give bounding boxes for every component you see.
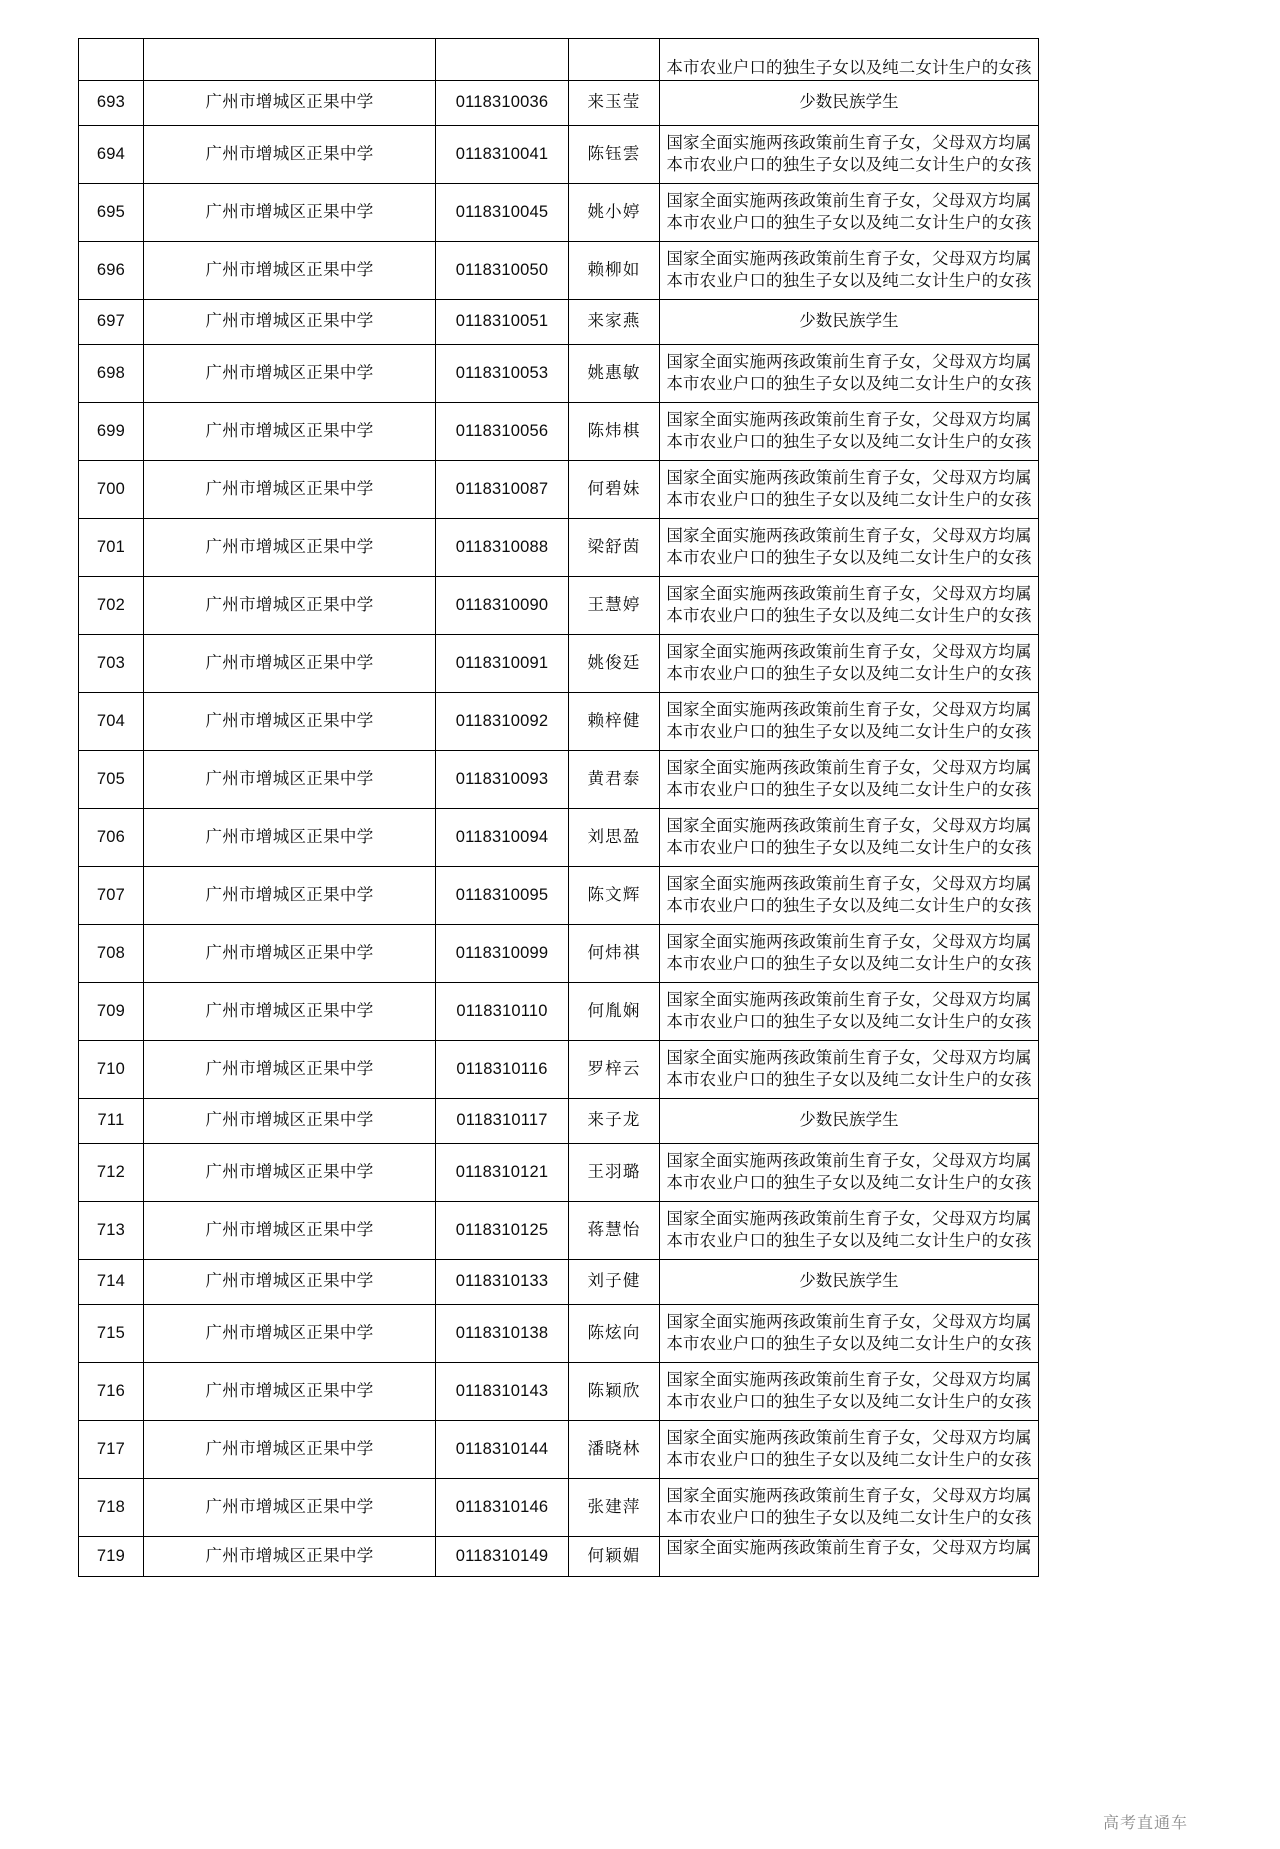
- table-row: [79, 983, 1039, 1041]
- cell-school-name: 广州市增城区正果中学: [144, 1305, 436, 1363]
- cell-eligibility-reason: [660, 1041, 1039, 1099]
- cell-sequence-number: 694: [79, 126, 144, 184]
- reason-text-line2: 本市农业户口的独生子女以及纯二女计生户的女孩: [666, 1508, 1032, 1527]
- cell-student-name: 姚惠敏: [569, 345, 660, 403]
- table-row: [79, 126, 1039, 184]
- reason-text-line2: 本市农业户口的独生子女以及纯二女计生户的女孩: [666, 838, 1032, 857]
- table-row: [79, 577, 1039, 635]
- table-row: [79, 519, 1039, 577]
- cell-eligibility-reason: [660, 983, 1039, 1041]
- cell-sequence-number: 697: [79, 300, 144, 345]
- table-row: [79, 809, 1039, 867]
- reason-text-line1: 国家全面实施两孩政策前生育子女，父母双方均属: [666, 759, 1032, 778]
- reason-text-minority: 少数民族学生: [799, 312, 899, 331]
- cell-student-name: 陈炫向: [569, 1305, 660, 1363]
- document-page: [0, 38, 1280, 1849]
- reason-text-line1: 国家全面实施两孩政策前生育子女，父母双方均属: [666, 353, 1032, 372]
- cell-school-name: 广州市增城区正果中学: [144, 345, 436, 403]
- cell-student-name: 赖梓健: [569, 693, 660, 751]
- cell-candidate-id: 0118310094: [436, 809, 569, 867]
- cell-candidate-id: [436, 39, 569, 81]
- reason-text-line1: 国家全面实施两孩政策前生育子女，父母双方均属: [666, 1429, 1032, 1448]
- reason-text-line2: 本市农业户口的独生子女以及纯二女计生户的女孩: [666, 1334, 1032, 1353]
- reason-text-line2: 本市农业户口的独生子女以及纯二女计生户的女孩: [666, 155, 1032, 174]
- reason-text-line2: 本市农业户口的独生子女以及纯二女计生户的女孩: [666, 1012, 1032, 1031]
- cell-sequence-number: 715: [79, 1305, 144, 1363]
- cell-eligibility-reason: [660, 300, 1039, 345]
- table-row: [79, 867, 1039, 925]
- cell-student-name: 何碧妹: [569, 461, 660, 519]
- cell-candidate-id: 0118310116: [436, 1041, 569, 1099]
- reason-text-line2: 本市农业户口的独生子女以及纯二女计生户的女孩: [666, 606, 1032, 625]
- cell-candidate-id: 0118310099: [436, 925, 569, 983]
- cell-eligibility-reason: [660, 1144, 1039, 1202]
- cell-candidate-id: 0118310138: [436, 1305, 569, 1363]
- reason-text-line2: 本市农业户口的独生子女以及纯二女计生户的女孩: [666, 722, 1032, 741]
- cell-student-name: 陈钰雲: [569, 126, 660, 184]
- cell-school-name: 广州市增城区正果中学: [144, 1537, 436, 1577]
- cell-school-name: 广州市增城区正果中学: [144, 126, 436, 184]
- reason-text-line2: 本市农业户口的独生子女以及纯二女计生户的女孩: [666, 490, 1032, 509]
- reason-text-line2: 本市农业户口的独生子女以及纯二女计生户的女孩: [666, 58, 1032, 77]
- cell-eligibility-reason: [660, 1421, 1039, 1479]
- reason-text-line2: 本市农业户口的独生子女以及纯二女计生户的女孩: [666, 664, 1032, 683]
- reason-text-line1: 国家全面实施两孩政策前生育子女，父母双方均属: [666, 1049, 1032, 1068]
- cell-school-name: 广州市增城区正果中学: [144, 300, 436, 345]
- cell-school-name: 广州市增城区正果中学: [144, 867, 436, 925]
- cell-candidate-id: 0118310090: [436, 577, 569, 635]
- cell-candidate-id: 0118310056: [436, 403, 569, 461]
- cell-student-name: 陈颖欣: [569, 1363, 660, 1421]
- reason-text-line2: 本市农业户口的独生子女以及纯二女计生户的女孩: [666, 896, 1032, 915]
- table-row: [79, 1144, 1039, 1202]
- table-row: [79, 39, 1039, 81]
- table-row: [79, 1421, 1039, 1479]
- cell-eligibility-reason: [660, 809, 1039, 867]
- cell-eligibility-reason: [660, 1099, 1039, 1144]
- cell-school-name: 广州市增城区正果中学: [144, 1260, 436, 1305]
- cell-student-name: 王慧婷: [569, 577, 660, 635]
- reason-text-line2: 本市农业户口的独生子女以及纯二女计生户的女孩: [666, 432, 1032, 451]
- cell-eligibility-reason: [660, 403, 1039, 461]
- cell-sequence-number: 707: [79, 867, 144, 925]
- cell-sequence-number: 700: [79, 461, 144, 519]
- cell-school-name: 广州市增城区正果中学: [144, 693, 436, 751]
- cell-sequence-number: 712: [79, 1144, 144, 1202]
- reason-text-line1: 国家全面实施两孩政策前生育子女，父母双方均属: [666, 643, 1032, 662]
- cell-sequence-number: 716: [79, 1363, 144, 1421]
- table-row: [79, 693, 1039, 751]
- reason-text-line1: 国家全面实施两孩政策前生育子女，父母双方均属: [666, 1210, 1032, 1229]
- table-row: [79, 345, 1039, 403]
- cell-sequence-number: 696: [79, 242, 144, 300]
- cell-eligibility-reason: [660, 1479, 1039, 1537]
- cell-student-name: [569, 39, 660, 81]
- table-row: [79, 635, 1039, 693]
- cell-candidate-id: 0118310125: [436, 1202, 569, 1260]
- reason-text-line1: 国家全面实施两孩政策前生育子女，父母双方均属: [666, 411, 1032, 430]
- table-row: [79, 1099, 1039, 1144]
- cell-student-name: 刘思盈: [569, 809, 660, 867]
- cell-student-name: 姚俊廷: [569, 635, 660, 693]
- table-row: [79, 1260, 1039, 1305]
- table-row: [79, 1537, 1039, 1577]
- cell-candidate-id: 0118310117: [436, 1099, 569, 1144]
- cell-candidate-id: 0118310051: [436, 300, 569, 345]
- cell-student-name: 蒋慧怡: [569, 1202, 660, 1260]
- reason-text-line1: 国家全面实施两孩政策前生育子女，父母双方均属: [666, 134, 1032, 153]
- cell-candidate-id: 0118310088: [436, 519, 569, 577]
- reason-text-line1: 国家全面实施两孩政策前生育子女，父母双方均属: [666, 1487, 1032, 1506]
- table-row: [79, 1363, 1039, 1421]
- reason-text-line1: 国家全面实施两孩政策前生育子女，父母双方均属: [666, 817, 1032, 836]
- table-row: [79, 461, 1039, 519]
- cell-sequence-number: 703: [79, 635, 144, 693]
- cell-candidate-id: 0118310093: [436, 751, 569, 809]
- cell-candidate-id: 0118310149: [436, 1537, 569, 1577]
- reason-text-line2: 本市农业户口的独生子女以及纯二女计生户的女孩: [666, 780, 1032, 799]
- cell-candidate-id: 0118310036: [436, 81, 569, 126]
- roster-table-body: [79, 39, 1039, 1577]
- cell-sequence-number: 695: [79, 184, 144, 242]
- cell-school-name: 广州市增城区正果中学: [144, 1144, 436, 1202]
- cell-candidate-id: 0118310045: [436, 184, 569, 242]
- cell-school-name: 广州市增城区正果中学: [144, 461, 436, 519]
- cell-candidate-id: 0118310133: [436, 1260, 569, 1305]
- reason-text-minority: 少数民族学生: [799, 93, 899, 112]
- reason-text-line2: 本市农业户口的独生子女以及纯二女计生户的女孩: [666, 954, 1032, 973]
- cell-sequence-number: 705: [79, 751, 144, 809]
- cell-student-name: 陈炜棋: [569, 403, 660, 461]
- cell-candidate-id: 0118310144: [436, 1421, 569, 1479]
- reason-text-line2: 本市农业户口的独生子女以及纯二女计生户的女孩: [666, 1392, 1032, 1411]
- cell-eligibility-reason: [660, 1202, 1039, 1260]
- cell-eligibility-reason: [660, 39, 1039, 81]
- reason-text-line1: 国家全面实施两孩政策前生育子女，父母双方均属: [666, 875, 1032, 894]
- cell-candidate-id: 0118310143: [436, 1363, 569, 1421]
- cell-school-name: 广州市增城区正果中学: [144, 635, 436, 693]
- cell-sequence-number: 704: [79, 693, 144, 751]
- cell-student-name: 潘晓林: [569, 1421, 660, 1479]
- table-row: [79, 242, 1039, 300]
- cell-eligibility-reason: [660, 184, 1039, 242]
- reason-text-line2: 本市农业户口的独生子女以及纯二女计生户的女孩: [666, 1173, 1032, 1192]
- cell-student-name: 王羽璐: [569, 1144, 660, 1202]
- reason-text-line1: 国家全面实施两孩政策前生育子女，父母双方均属: [666, 1152, 1032, 1171]
- cell-candidate-id: 0118310041: [436, 126, 569, 184]
- reason-text-line1: 国家全面实施两孩政策前生育子女，父母双方均属: [666, 933, 1032, 952]
- cell-student-name: 张建萍: [569, 1479, 660, 1537]
- cell-sequence-number: 701: [79, 519, 144, 577]
- cell-sequence-number: 717: [79, 1421, 144, 1479]
- table-row: [79, 300, 1039, 345]
- table-row: [79, 1202, 1039, 1260]
- cell-sequence-number: [79, 39, 144, 81]
- reason-text-line1: 国家全面实施两孩政策前生育子女，父母双方均属: [666, 250, 1032, 269]
- cell-school-name: 广州市增城区正果中学: [144, 519, 436, 577]
- cell-school-name: 广州市增城区正果中学: [144, 184, 436, 242]
- reason-text-line1: 国家全面实施两孩政策前生育子女，父母双方均属: [666, 527, 1032, 546]
- cell-school-name: 广州市增城区正果中学: [144, 1421, 436, 1479]
- cell-sequence-number: 702: [79, 577, 144, 635]
- table-row: [79, 81, 1039, 126]
- cell-eligibility-reason: [660, 461, 1039, 519]
- cell-school-name: 广州市增城区正果中学: [144, 1099, 436, 1144]
- watermark: 高考直通车: [1102, 1815, 1188, 1832]
- cell-candidate-id: 0118310050: [436, 242, 569, 300]
- reason-text-line1: 国家全面实施两孩政策前生育子女，父母双方均属: [666, 1313, 1032, 1332]
- cell-school-name: 广州市增城区正果中学: [144, 1479, 436, 1537]
- cell-eligibility-reason: [660, 519, 1039, 577]
- table-row: [79, 925, 1039, 983]
- cell-school-name: 广州市增城区正果中学: [144, 577, 436, 635]
- reason-text-minority: 少数民族学生: [799, 1111, 899, 1130]
- cell-eligibility-reason: [660, 1363, 1039, 1421]
- cell-school-name: 广州市增城区正果中学: [144, 1041, 436, 1099]
- reason-text-line2: 本市农业户口的独生子女以及纯二女计生户的女孩: [666, 213, 1032, 232]
- table-row: [79, 403, 1039, 461]
- cell-sequence-number: 706: [79, 809, 144, 867]
- table-row: [79, 1305, 1039, 1363]
- reason-text-line2: 本市农业户口的独生子女以及纯二女计生户的女孩: [666, 271, 1032, 290]
- cell-candidate-id: 0118310092: [436, 693, 569, 751]
- table-row: [79, 1041, 1039, 1099]
- cell-eligibility-reason: [660, 693, 1039, 751]
- cell-school-name: 广州市增城区正果中学: [144, 81, 436, 126]
- cell-sequence-number: 718: [79, 1479, 144, 1537]
- cell-school-name: [144, 39, 436, 81]
- cell-eligibility-reason: [660, 1260, 1039, 1305]
- reason-text-line2: 本市农业户口的独生子女以及纯二女计生户的女孩: [666, 1450, 1032, 1469]
- reason-text-line1: 国家全面实施两孩政策前生育子女，父母双方均属: [666, 991, 1032, 1010]
- reason-text-line1: 国家全面实施两孩政策前生育子女，父母双方均属: [666, 1371, 1032, 1390]
- cell-sequence-number: 698: [79, 345, 144, 403]
- cell-sequence-number: 699: [79, 403, 144, 461]
- cell-student-name: 何胤娴: [569, 983, 660, 1041]
- cell-student-name: 来子龙: [569, 1099, 660, 1144]
- cell-candidate-id: 0118310053: [436, 345, 569, 403]
- eligibility-roster-table: [78, 38, 1039, 1577]
- table-row: [79, 184, 1039, 242]
- cell-school-name: 广州市增城区正果中学: [144, 1363, 436, 1421]
- cell-school-name: 广州市增城区正果中学: [144, 809, 436, 867]
- cell-eligibility-reason: [660, 867, 1039, 925]
- cell-candidate-id: 0118310121: [436, 1144, 569, 1202]
- cell-sequence-number: 709: [79, 983, 144, 1041]
- reason-text-line1: 国家全面实施两孩政策前生育子女，父母双方均属: [666, 1539, 1032, 1557]
- cell-student-name: 何颖媚: [569, 1537, 660, 1577]
- cell-student-name: 来家燕: [569, 300, 660, 345]
- cell-sequence-number: 711: [79, 1099, 144, 1144]
- cell-student-name: 罗梓云: [569, 1041, 660, 1099]
- cell-school-name: 广州市增城区正果中学: [144, 983, 436, 1041]
- cell-eligibility-reason: [660, 1305, 1039, 1363]
- cell-sequence-number: 713: [79, 1202, 144, 1260]
- reason-text-line1: 国家全面实施两孩政策前生育子女，父母双方均属: [666, 585, 1032, 604]
- reason-text-minority: 少数民族学生: [799, 1272, 899, 1291]
- reason-text-line2: 本市农业户口的独生子女以及纯二女计生户的女孩: [666, 1070, 1032, 1089]
- cell-eligibility-reason: [660, 1537, 1039, 1577]
- cell-school-name: 广州市增城区正果中学: [144, 925, 436, 983]
- reason-text-line2: 本市农业户口的独生子女以及纯二女计生户的女孩: [666, 548, 1032, 567]
- cell-student-name: 来玉莹: [569, 81, 660, 126]
- cell-sequence-number: 719: [79, 1537, 144, 1577]
- cell-school-name: 广州市增城区正果中学: [144, 403, 436, 461]
- reason-text-line1: 国家全面实施两孩政策前生育子女，父母双方均属: [666, 469, 1032, 488]
- cell-candidate-id: 0118310087: [436, 461, 569, 519]
- cell-student-name: 姚小婷: [569, 184, 660, 242]
- cell-student-name: 赖柳如: [569, 242, 660, 300]
- cell-school-name: 广州市增城区正果中学: [144, 1202, 436, 1260]
- cell-sequence-number: 693: [79, 81, 144, 126]
- cell-sequence-number: 708: [79, 925, 144, 983]
- cell-candidate-id: 0118310110: [436, 983, 569, 1041]
- cell-eligibility-reason: [660, 925, 1039, 983]
- cell-student-name: 黄君泰: [569, 751, 660, 809]
- cell-student-name: 梁舒茵: [569, 519, 660, 577]
- cell-eligibility-reason: [660, 242, 1039, 300]
- table-row: [79, 751, 1039, 809]
- cell-eligibility-reason: [660, 751, 1039, 809]
- reason-text-line1: 国家全面实施两孩政策前生育子女，父母双方均属: [666, 701, 1032, 720]
- cell-student-name: 陈文辉: [569, 867, 660, 925]
- cell-student-name: 刘子健: [569, 1260, 660, 1305]
- cell-candidate-id: 0118310146: [436, 1479, 569, 1537]
- cell-candidate-id: 0118310091: [436, 635, 569, 693]
- cell-student-name: 何炜祺: [569, 925, 660, 983]
- reason-text-line2: 本市农业户口的独生子女以及纯二女计生户的女孩: [666, 374, 1032, 393]
- cell-sequence-number: 710: [79, 1041, 144, 1099]
- cell-school-name: 广州市增城区正果中学: [144, 751, 436, 809]
- table-row: [79, 1479, 1039, 1537]
- cell-sequence-number: 714: [79, 1260, 144, 1305]
- reason-text-line1: 国家全面实施两孩政策前生育子女，父母双方均属: [666, 192, 1032, 211]
- cell-candidate-id: 0118310095: [436, 867, 569, 925]
- cell-eligibility-reason: [660, 635, 1039, 693]
- cell-school-name: 广州市增城区正果中学: [144, 242, 436, 300]
- reason-text-line2: 本市农业户口的独生子女以及纯二女计生户的女孩: [666, 1231, 1032, 1250]
- cell-eligibility-reason: [660, 577, 1039, 635]
- cell-eligibility-reason: [660, 345, 1039, 403]
- cell-eligibility-reason: [660, 81, 1039, 126]
- cell-eligibility-reason: [660, 126, 1039, 184]
